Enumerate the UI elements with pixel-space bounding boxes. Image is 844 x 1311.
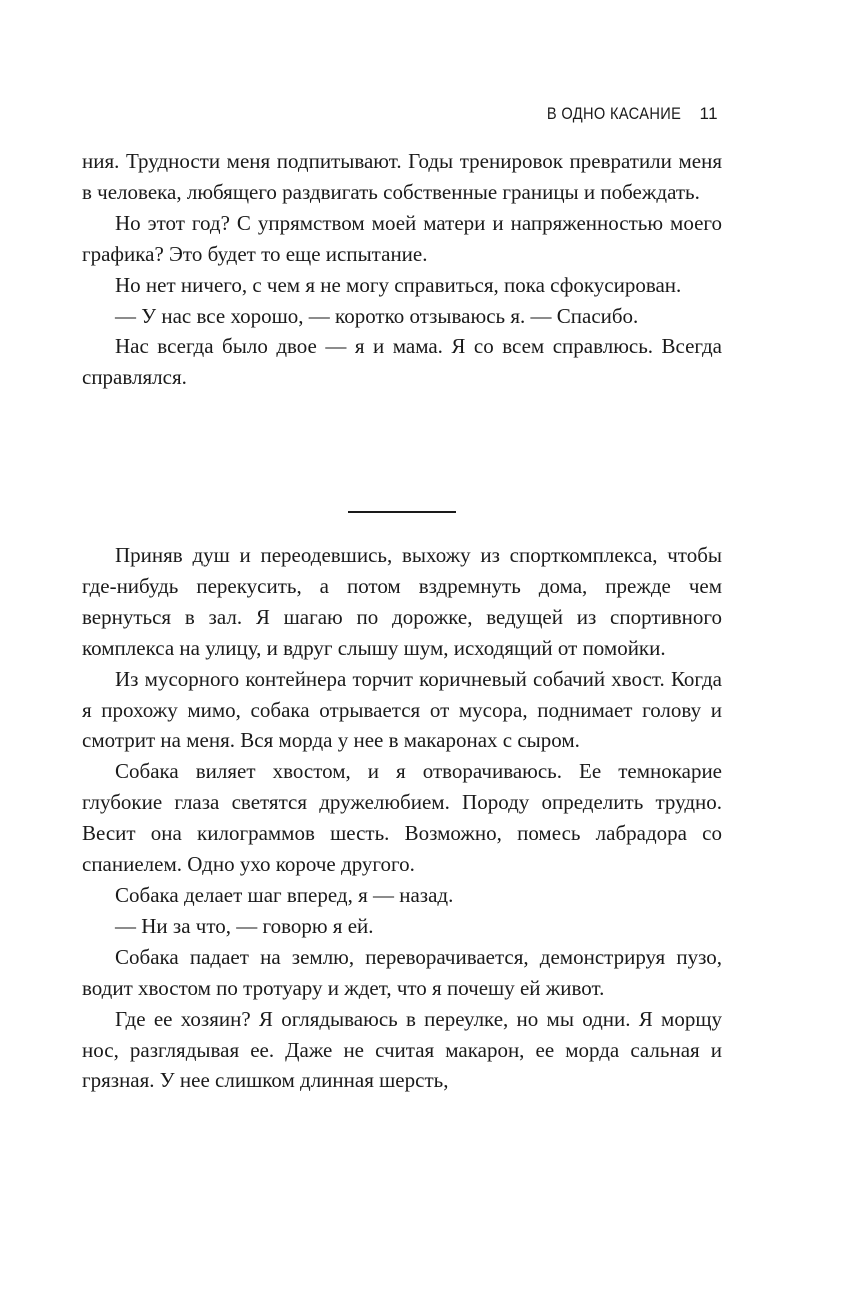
paragraph: Но этот год? С упрямством моей матери и напряженностью моего графика? Это будет то еще испытание.: [82, 210, 722, 266]
page-number: 11: [699, 104, 718, 123]
dialogue-line: — Ни за что, — говорю я ей.: [115, 913, 374, 938]
text-section-2: [82, 540, 722, 1096]
paragraph-continuation: ния. Трудности меня подпитывают. Годы тренировок превратили меня в человека, любящего раздвигать собственные границы и побеждать.: [82, 149, 722, 204]
dialogue-line: — У нас все хорошо, — коротко отзываюсь я. — Спасибо.: [115, 303, 639, 328]
paragraph: Где ее хозяин? Я оглядываюсь в переулке, но мы одни. Я морщу нос, разглядывая ее. Даже не считая макарон, ее морда сальная и грязная. У нее слишком длинная шерсть,: [82, 1006, 722, 1093]
paragraph: Собака делает шаг вперед, я — назад.: [115, 882, 454, 907]
paragraph: Нас всегда было двое — я и мама. Я со всем справлюсь. Всегда справлялся.: [82, 334, 722, 390]
paragraph: Собака падает на землю, переворачивается, демонстрируя пузо, водит хвостом по тротуару и ждет, что я почешу ей живот.: [82, 944, 722, 1000]
paragraph: Из мусорного контейнера торчит коричневый собачий хвост. Когда я прохожу мимо, собака отрывается от мусора, поднимает голову и смотрит на меня. Вся морда у нее в макаронах с сыром.: [82, 666, 722, 753]
running-header-title: В ОДНО КАСАНИЕ: [547, 104, 682, 123]
section-divider: [348, 511, 456, 513]
text-section-1: [82, 146, 722, 393]
paragraph: Приняв душ и переодевшись, выхожу из спорткомплекса, чтобы где-нибудь перекусить, а потом вздремнуть дома, прежде чем вернуться в зал. Я шагаю по дорожке, ведущей из спортивного комплекса на улицу, и вдруг слышу шум, исходящий от помойки.: [82, 543, 722, 660]
running-header: [0, 104, 718, 124]
paragraph: Собака виляет хвостом, и я отворачиваюсь. Ее темнокарие глубокие глаза светятся дружелюбием. Породу определить трудно. Весит она килограммов шесть. Возможно, помесь лабрадора со спаниелем. Одно ухо короче другого.: [82, 759, 722, 877]
paragraph: Но нет ничего, с чем я не могу справиться, пока сфокусирован.: [115, 272, 682, 297]
